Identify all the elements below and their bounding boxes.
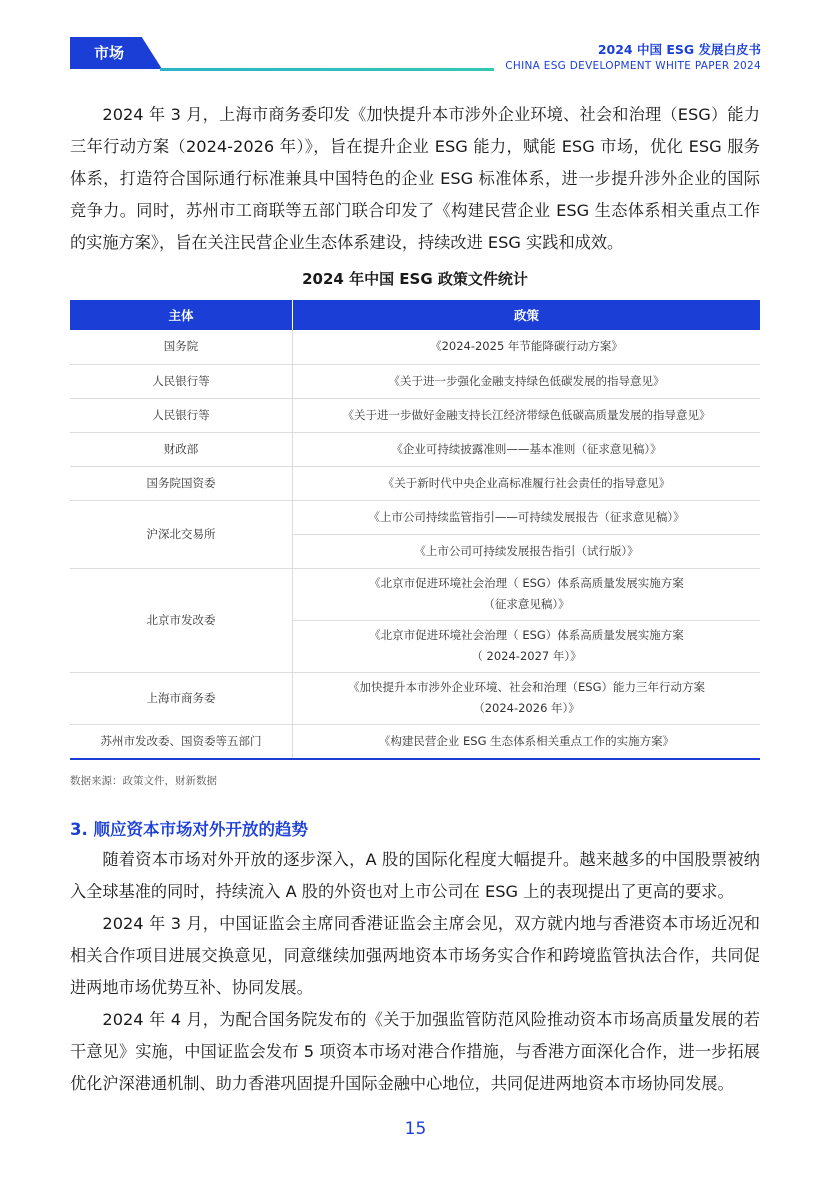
table-header-row [70,300,760,330]
entity-cell: 国务院 [70,330,293,364]
policy-line: （2024-2026 年）》 [473,701,580,715]
policy-cell: 《关于进一步强化金融支持绿色低碳发展的指导意见》 [293,364,761,398]
policy-cell: 《2024-2025 年节能降碳行动方案》 [293,330,761,364]
policy-line: 《加快提升本市涉外企业环境、社会和治理（ESG）能力三年行动方案 [348,680,705,694]
table-row [70,568,760,620]
column-header-policy: 政策 [513,308,539,323]
entity-cell: 沪深北交易所 [70,500,293,568]
intro-paragraph: 2024 年 3 月，上海市商务委印发《加快提升本市涉外企业环境、社会和治理（ESG）能力三年行动方案（2024-2026 年）》，旨在提升企业 ESG 能力，赋能 ESG 市场，优化 ESG 服务体系，打造符合国际通行标准兼具中国特色的企业 ESG 标准体系，进一步提升涉外企业的国际竞争力。同时，苏州市工商联等五部门联合印发了《构建民营企业 ESG 生态体系相关重点工作的实施方案》，旨在关注民营企业生态体系建设，持续改进 ESG 实践和成效。 [70,105,760,252]
header-rule [160,68,494,71]
policy-line: 《北京市促进环境社会治理（ ESG）体系高质量发展实施方案 [369,628,684,642]
page-number: 15 [404,1119,427,1139]
table-row [70,724,760,759]
entity-cell: 人民银行等 [70,398,293,432]
entity-cell: 人民银行等 [70,364,293,398]
policy-cell: 《关于新时代中央企业高标准履行社会责任的指导意见》 [293,466,761,500]
section-paragraph-2: 2024 年 3 月，中国证监会主席同香港证监会主席会见，双方就内地与香港资本市场近况和相关合作项目进展交换意见，同意继续加强两地资本市场务实合作和跨境监管执法合作，共同促进两地市场优势互补、协同发展。 [70,914,760,997]
section-paragraph-3: 2024 年 4 月，为配合国务院发布的《关于加强监管防范风险推动资本市场高质量发展的若干意见》实施，中国证监会发布 5 项资本市场对港合作措施，与香港方面深化合作，进一步拓展优化沪深港通机制、助力香港巩固提升国际金融中心地位，共同促进两地资本市场协同发展。 [70,1010,760,1093]
table-row [70,398,760,432]
entity-cell: 苏州市发改委、国资委等五部门 [70,724,293,759]
policy-line: 《北京市促进环境社会治理（ ESG）体系高质量发展实施方案 [369,576,684,590]
policy-line: （征求意见稿）》 [483,597,570,611]
section-paragraph-1: 随着资本市场对外开放的逐步深入，A 股的国际化程度大幅提升。越来越多的中国股票被纳入全球基准的同时，持续流入 A 股的外资也对上市公司在 ESG 上的表现提出了更高的要求。 [70,850,760,901]
policy-cell: 《上市公司可持续发展报告指引（试行版）》 [293,534,761,568]
policy-cell: 《上市公司持续监管指引——可持续发展报告（征求意见稿）》 [293,500,761,534]
report-title: 2024 中国 ESG 发展白皮书 [597,42,761,57]
policy-cell: 《关于进一步做好金融支持长江经济带绿色低碳高质量发展的指导意见》 [293,398,761,432]
policy-line: （ 2024-2027 年）》 [471,649,582,663]
table-source-note: 数据来源：政策文件，财新数据 [70,775,217,787]
entity-cell: 北京市发改委 [70,568,293,672]
policy-table [70,300,760,760]
entity-cell: 上海市商务委 [70,672,293,724]
table-row [70,500,760,534]
policy-cell: 《构建民营企业 ESG 生态体系相关重点工作的实施方案》 [293,724,761,759]
entity-cell: 财政部 [70,432,293,466]
policy-cell [293,620,761,672]
section-tab-label: 市场 [94,44,125,62]
policy-cell [293,568,761,620]
table-row [70,466,760,500]
table-row [70,364,760,398]
table-title: 2024 年中国 ESG 政策文件统计 [302,270,528,288]
table-row [70,330,760,364]
policy-cell: 《企业可持续披露准则——基本准则（征求意见稿）》 [293,432,761,466]
entity-cell: 国务院国资委 [70,466,293,500]
table-row [70,432,760,466]
section-heading: 3. 顺应资本市场对外开放的趋势 [70,820,308,839]
table-row [70,672,760,724]
policy-cell [293,672,761,724]
report-subtitle: CHINA ESG DEVELOPMENT WHITE PAPER 2024 [505,60,761,72]
column-header-entity: 主体 [70,300,293,330]
